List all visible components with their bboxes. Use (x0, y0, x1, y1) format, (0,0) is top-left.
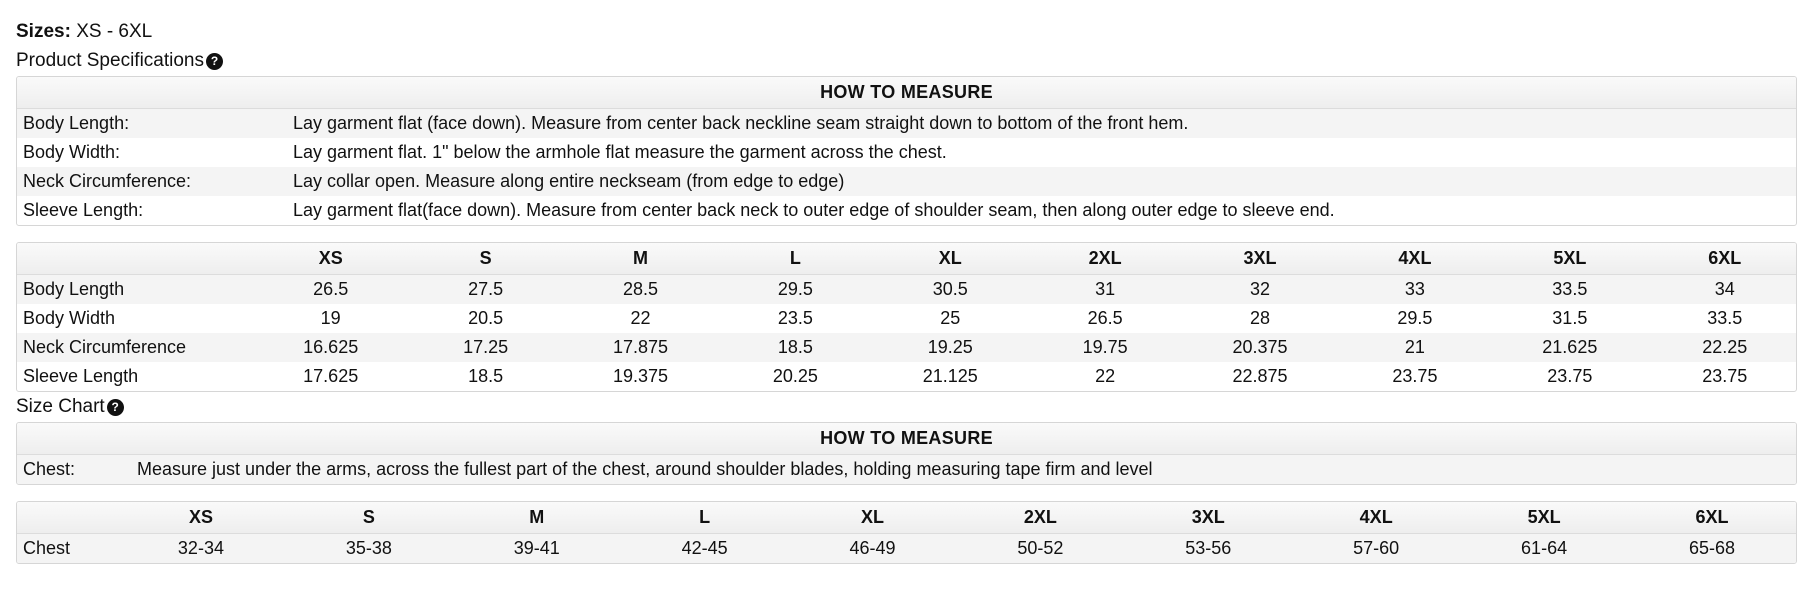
size-chart-title (16, 392, 1797, 422)
measure-row (17, 138, 1796, 167)
chart-size-table-box (16, 501, 1797, 564)
size-value-cell: 39-41 (453, 534, 621, 564)
spec-how-to-measure-rows (17, 109, 1796, 226)
chart-size-header-row (17, 502, 1796, 534)
measure-label: Sleeve Length: (23, 200, 144, 220)
row-name: Sleeve Length (23, 366, 139, 386)
measure-row (17, 109, 1796, 139)
size-value-cell: 17.25 (414, 333, 556, 362)
size-header-cell: XS (247, 243, 414, 275)
size-value-cell: 50-52 (956, 534, 1124, 564)
table-row (17, 534, 1796, 564)
chart-how-to-measure-rows (17, 455, 1796, 485)
row-name: Neck Circumference (17, 333, 247, 362)
size-value-cell: 19 (320, 308, 341, 328)
size-value-cell: 29.5 (724, 275, 866, 305)
measure-label: Chest: (17, 455, 131, 485)
size-value-cell: 20.375 (1176, 333, 1343, 362)
size-value-cell: 26.5 (247, 275, 414, 305)
size-value-cell: 18.5 (724, 333, 866, 362)
size-header-cell: 3XL (1176, 243, 1343, 275)
size-value-cell: 32 (1176, 275, 1343, 305)
size-value-cell: 30.5 (867, 275, 1034, 305)
size-value-cell: 21.625 (1486, 333, 1653, 362)
size-value-cell: 22 (630, 308, 651, 328)
row-name: Body Width (23, 308, 116, 328)
size-header-cell: 4XL (1292, 502, 1460, 534)
sizes-line (16, 18, 1797, 46)
size-header-cell: L (621, 502, 789, 534)
size-value-cell: 21.125 (922, 366, 978, 386)
size-value-cell: 57-60 (1292, 534, 1460, 564)
measure-instruction: Lay garment flat (face down). Measure from center back neckline seam straight down to bottom of the front hem. (287, 109, 1796, 139)
table-row (17, 304, 1796, 333)
size-value-cell: 19.25 (867, 333, 1034, 362)
size-value-cell: 31.5 (1552, 308, 1588, 328)
row-name: Chest (17, 534, 117, 564)
measure-instruction: Lay collar open. Measure along entire neckseam (from edge to edge) (287, 167, 1796, 196)
size-value-cell: 28.5 (557, 275, 724, 305)
size-value-cell: 27.5 (414, 275, 556, 305)
table-row (17, 275, 1796, 305)
size-value-cell: 23.5 (777, 308, 813, 328)
row-name: Body Length (17, 275, 247, 305)
size-value-cell: 35-38 (285, 534, 453, 564)
spec-size-table (17, 243, 1796, 391)
size-value-cell: 28 (1250, 308, 1271, 328)
table-row (17, 362, 1796, 391)
table-row (17, 333, 1796, 362)
spec-how-to-measure-header: HOW TO MEASURE (17, 77, 1796, 109)
spec-how-to-measure-box (16, 76, 1797, 226)
size-header-cell: 4XL (1344, 243, 1486, 275)
size-value-cell: 16.625 (247, 333, 414, 362)
size-header-cell: 6XL (1628, 502, 1796, 534)
size-header-cell: 3XL (1124, 502, 1292, 534)
chart-how-to-measure-header: HOW TO MEASURE (17, 423, 1796, 455)
measure-label: Neck Circumference: (17, 167, 287, 196)
size-value-cell: 34 (1654, 275, 1796, 305)
size-value-cell: 42-45 (621, 534, 789, 564)
size-header-cell: 5XL (1486, 243, 1653, 275)
size-value-cell: 53-56 (1124, 534, 1292, 564)
spec-size-rows (17, 275, 1796, 392)
sizes-label: Sizes: (16, 21, 71, 42)
size-header-cell: S (414, 243, 556, 275)
size-value-cell: 65-68 (1628, 534, 1796, 564)
size-value-cell: 19.75 (1034, 333, 1176, 362)
size-value-cell: 22 (1095, 366, 1116, 386)
spec-size-table-box (16, 242, 1797, 392)
size-value-cell: 46-49 (789, 534, 957, 564)
measure-instruction: Lay garment flat(face down). Measure from center back neck to outer edge of shoulder seam, then along outer edge to sleeve end. (293, 200, 1335, 220)
size-value-cell: 25 (940, 308, 961, 328)
size-value-cell: 20.5 (468, 308, 504, 328)
chart-size-table (17, 502, 1796, 563)
measure-label: Body Width: (23, 142, 121, 162)
size-value-cell: 23.75 (1392, 366, 1438, 386)
size-value-cell: 23.75 (1547, 366, 1593, 386)
size-value-cell: 61-64 (1460, 534, 1628, 564)
size-value-cell: 19.375 (612, 366, 668, 386)
size-value-cell: 22.875 (1232, 366, 1288, 386)
chart-how-to-measure-table (17, 423, 1796, 484)
size-value-cell: 21 (1344, 333, 1486, 362)
size-header-cell: XS (117, 502, 285, 534)
size-value-cell: 31 (1034, 275, 1176, 305)
size-chart-title-text: Size Chart (16, 396, 105, 417)
size-header-corner (17, 243, 247, 275)
size-header-cell: L (724, 243, 866, 275)
question-circle-icon[interactable]: ? (107, 399, 124, 416)
size-value-cell: 26.5 (1087, 308, 1123, 328)
size-header-corner (17, 502, 117, 534)
question-circle-icon[interactable]: ? (206, 53, 223, 70)
sizes-value: XS - 6XL (70, 21, 153, 42)
size-header-cell: 6XL (1654, 243, 1796, 275)
product-specifications-title (16, 46, 1797, 76)
size-value-cell: 33 (1344, 275, 1486, 305)
size-header-cell: XL (867, 243, 1034, 275)
size-value-cell: 33.5 (1707, 308, 1743, 328)
measure-row (17, 167, 1796, 196)
size-value-cell: 33.5 (1486, 275, 1653, 305)
size-value-cell: 18.5 (468, 366, 504, 386)
product-specifications-title-text: Product Specifications (16, 50, 204, 71)
size-value-cell: 17.875 (557, 333, 724, 362)
spec-size-header-row (17, 243, 1796, 275)
chart-size-rows (17, 534, 1796, 564)
size-header-cell: M (453, 502, 621, 534)
measure-label: Body Length: (17, 109, 287, 139)
measure-row (17, 455, 1796, 485)
size-value-cell: 22.25 (1654, 333, 1796, 362)
spec-how-to-measure-table (17, 77, 1796, 225)
size-header-cell: 2XL (1034, 243, 1176, 275)
size-header-cell: 5XL (1460, 502, 1628, 534)
size-value-cell: 23.75 (1702, 366, 1748, 386)
size-header-cell: M (557, 243, 724, 275)
measure-instruction: Measure just under the arms, across the fullest part of the chest, around shoulder blades, holding measuring tape firm and level (131, 455, 1796, 485)
size-header-cell: XL (789, 502, 957, 534)
size-value-cell: 32-34 (117, 534, 285, 564)
size-value-cell: 20.25 (772, 366, 818, 386)
size-header-cell: 2XL (956, 502, 1124, 534)
measure-row (17, 196, 1796, 225)
chart-how-to-measure-box (16, 422, 1797, 485)
measure-instruction: Lay garment flat. 1" below the armhole flat measure the garment across the chest. (293, 142, 947, 162)
size-value-cell: 29.5 (1397, 308, 1433, 328)
size-header-cell: S (285, 502, 453, 534)
size-value-cell: 17.625 (303, 366, 359, 386)
